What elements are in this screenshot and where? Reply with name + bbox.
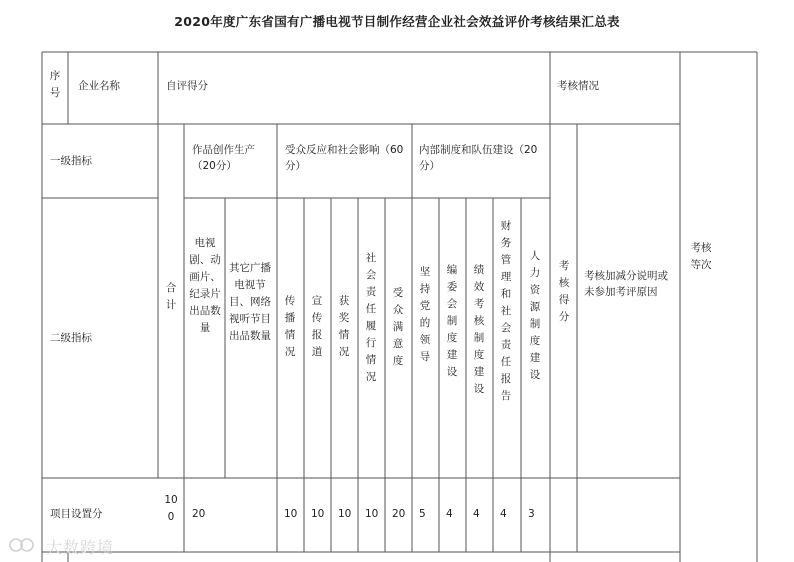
level1-label: 一级指标 <box>50 155 92 167</box>
sub-indicator-awards: 获奖情况 <box>338 295 350 358</box>
company-name-header: 企业名称 <box>78 80 120 92</box>
sub-indicator-hr: 人力资源制度建设 <box>529 250 541 381</box>
settings-row-label: 项目设置分 <box>50 508 103 520</box>
sub-indicator-publicity: 宣传报道 <box>311 295 323 358</box>
assess-score-header: 考核得分 <box>558 260 570 323</box>
settings-total: 100 <box>164 494 178 523</box>
sub-indicator-social-responsibility: 社会责任履行情况 <box>365 252 377 383</box>
settings-value-social: 10 <box>365 508 379 520</box>
assess-grade-header: 考核等次 <box>690 242 712 271</box>
sub-indicator-audience-satisfaction: 受众满意度 <box>392 287 404 367</box>
group-label-works: 作品创作生产（20分） <box>192 144 255 173</box>
settings-value-finance: 4 <box>500 508 507 520</box>
sub-indicator-performance: 绩效考核制度建设 <box>473 264 485 395</box>
seq-no-header: 序号 <box>49 70 61 99</box>
sub-indicator-dissemination: 传播情况 <box>284 295 296 358</box>
sub-indicator-drama: 电视剧、动画片、纪录片出品数量 <box>189 237 221 334</box>
settings-value-awards: 10 <box>338 508 352 520</box>
settings-value-dissemination: 10 <box>284 508 298 520</box>
group-label-internal: 内部制度和队伍建设（20分） <box>419 144 538 173</box>
self-score-header: 自评得分 <box>166 80 208 92</box>
settings-value-satisfaction: 20 <box>392 508 406 520</box>
settings-value-editorial: 4 <box>446 508 453 520</box>
sub-indicator-party-leadership: 坚持党的领导 <box>419 266 431 363</box>
assessment-header: 考核情况 <box>557 80 599 92</box>
settings-value-publicity: 10 <box>311 508 325 520</box>
settings-value-works: 20 <box>192 508 206 520</box>
sub-indicator-other-programs: 其它广播电视节目、网络视听节目出品数量 <box>229 262 271 342</box>
level2-label: 二级指标 <box>50 332 92 344</box>
total-header: 合计 <box>165 282 177 311</box>
page-title: 2020年度广东省国有广播电视节目制作经营企业社会效益评价考核结果汇总表 <box>174 14 620 29</box>
group-label-audience: 受众反应和社会影响（60分） <box>285 144 404 173</box>
watermark-text: 大数跨境 <box>46 538 115 557</box>
settings-value-party: 5 <box>419 508 426 520</box>
sub-indicator-editorial-board: 编委会制度建设 <box>446 264 458 378</box>
settings-value-performance: 4 <box>473 508 480 520</box>
assess-note-header: 考核加减分说明或未参加考评原因 <box>584 270 668 299</box>
sub-indicator-finance: 财务管理和社会责任报告 <box>500 220 512 402</box>
watermark-logo-icon <box>8 536 44 554</box>
settings-value-hr: 3 <box>528 508 535 520</box>
